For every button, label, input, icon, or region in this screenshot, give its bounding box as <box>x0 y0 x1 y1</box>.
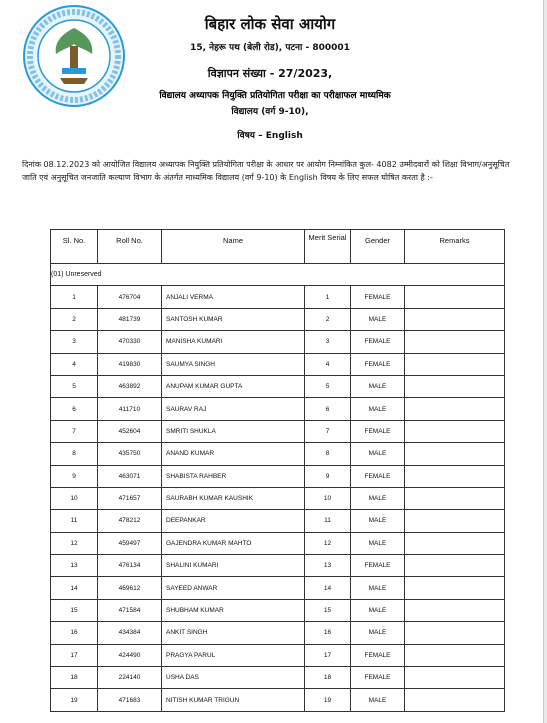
advertisement-number: विज्ञापन संख्या - 27/2023, <box>207 67 333 80</box>
cell-remarks <box>405 420 505 442</box>
column-header-remarks: Remarks <box>405 230 505 264</box>
cell-roll-no: 470330 <box>98 331 162 353</box>
results-table <box>50 229 505 712</box>
cell-gender: MALE <box>351 599 405 621</box>
table-row <box>51 420 505 442</box>
cell-gender: MALE <box>351 532 405 554</box>
column-header-roll-no: Roll No. <box>98 230 162 264</box>
cell-gender: FEMALE <box>351 331 405 353</box>
column-header-gender: Gender <box>351 230 405 264</box>
cell-roll-no: 478212 <box>98 510 162 532</box>
cell-name: PRAGYA PARUL <box>162 644 305 666</box>
cell-merit-serial: 1 <box>305 286 351 308</box>
cell-gender: FEMALE <box>351 667 405 689</box>
cell-gender: MALE <box>351 689 405 711</box>
cell-gender: MALE <box>351 510 405 532</box>
table-row <box>51 487 505 509</box>
table-row <box>51 510 505 532</box>
cell-merit-serial: 14 <box>305 577 351 599</box>
cell-merit-serial: 10 <box>305 487 351 509</box>
cell-remarks <box>405 331 505 353</box>
cell-name: ANKIT SINGH <box>162 622 305 644</box>
org-address: 15, नेहरू पथ (बेली रोड), पटना - 800001 <box>190 43 350 53</box>
table-row <box>51 577 505 599</box>
cell-merit-serial: 15 <box>305 599 351 621</box>
cell-name: DEEPANKAR <box>162 510 305 532</box>
cell-name: ANAND KUMAR <box>162 443 305 465</box>
cell-name: SHALINI KUMARI <box>162 555 305 577</box>
table-row <box>51 599 505 621</box>
cell-merit-serial: 11 <box>305 510 351 532</box>
cell-remarks <box>405 308 505 330</box>
cell-roll-no: 476704 <box>98 286 162 308</box>
cell-name: USHA DAS <box>162 667 305 689</box>
column-header-name: Name <box>162 230 305 264</box>
cell-name: NITISH KUMAR TRIGUN <box>162 689 305 711</box>
cell-sl-no: 15 <box>51 599 98 621</box>
org-name: बिहार लोक सेवा आयोग <box>204 15 336 33</box>
table-row <box>51 465 505 487</box>
cell-name: SAYEED ANWAR <box>162 577 305 599</box>
cell-merit-serial: 4 <box>305 353 351 375</box>
result-title-line1: विद्यालय अध्यापक नियुक्ति प्रतियोगिता परीक्षा का परीक्षाफल माध्यमिक <box>159 91 391 101</box>
cell-roll-no: 419830 <box>98 353 162 375</box>
cell-sl-no: 13 <box>51 555 98 577</box>
cell-roll-no: 224140 <box>98 667 162 689</box>
cell-remarks <box>405 510 505 532</box>
cell-gender: FEMALE <box>351 644 405 666</box>
cell-remarks <box>405 577 505 599</box>
cell-name: SANTOSH KUMAR <box>162 308 305 330</box>
intro-paragraph: दिनांक 08.12.2023 को आयोजित विद्यालय अध्यापक नियुक्ति प्रतियोगिता परीक्षा के आधार पर आयोग निम्नांकित कुल- 4082 उम्मीदवारों को शिक्षा विभाग/अनुसूचित जाति एवं अनुसूचित जनजाति कल्याण विभाग के अंतर्गत माध्यमिक विद्यालय (वर्ग 9-10) के English विषय के लिए सफल घोषित करता है :- <box>22 160 510 182</box>
cell-remarks <box>405 286 505 308</box>
category-label: (01) Unreserved <box>51 264 505 286</box>
cell-remarks <box>405 622 505 644</box>
cell-merit-serial: 7 <box>305 420 351 442</box>
cell-sl-no: 10 <box>51 487 98 509</box>
cell-merit-serial: 18 <box>305 667 351 689</box>
table-row <box>51 667 505 689</box>
cell-sl-no: 19 <box>51 689 98 711</box>
cell-name: MANISHA KUMARI <box>162 331 305 353</box>
cell-roll-no: 469612 <box>98 577 162 599</box>
cell-sl-no: 7 <box>51 420 98 442</box>
cell-sl-no: 16 <box>51 622 98 644</box>
cell-sl-no: 5 <box>51 375 98 397</box>
table-row <box>51 331 505 353</box>
cell-name: SHUBHAM KUMAR <box>162 599 305 621</box>
cell-roll-no: 471657 <box>98 487 162 509</box>
cell-sl-no: 9 <box>51 465 98 487</box>
cell-gender: MALE <box>351 443 405 465</box>
cell-roll-no: 471584 <box>98 599 162 621</box>
cell-remarks <box>405 375 505 397</box>
cell-gender: FEMALE <box>351 420 405 442</box>
cell-merit-serial: 8 <box>305 443 351 465</box>
cell-merit-serial: 9 <box>305 465 351 487</box>
cell-remarks <box>405 465 505 487</box>
cell-gender: FEMALE <box>351 286 405 308</box>
cell-gender: MALE <box>351 308 405 330</box>
cell-roll-no: 435750 <box>98 443 162 465</box>
column-header-sl-no: Sl. No. <box>51 230 98 264</box>
cell-name: ANJALI VERMA <box>162 286 305 308</box>
column-header-merit-serial: Merit Serial <box>305 230 351 264</box>
cell-roll-no: 459497 <box>98 532 162 554</box>
result-title-line2: विद्यालय (वर्ग 9-10), <box>231 107 309 117</box>
cell-roll-no: 452604 <box>98 420 162 442</box>
cell-roll-no: 434384 <box>98 622 162 644</box>
cell-gender: MALE <box>351 622 405 644</box>
cell-name: ANUPAM KUMAR GUPTA <box>162 375 305 397</box>
cell-name: SHABISTA RAHBER <box>162 465 305 487</box>
cell-sl-no: 2 <box>51 308 98 330</box>
table-row <box>51 353 505 375</box>
cell-remarks <box>405 353 505 375</box>
cell-sl-no: 8 <box>51 443 98 465</box>
cell-roll-no: 481739 <box>98 308 162 330</box>
cell-gender: FEMALE <box>351 555 405 577</box>
table-header-row <box>51 230 505 264</box>
cell-sl-no: 12 <box>51 532 98 554</box>
cell-roll-no: 463071 <box>98 465 162 487</box>
table-row <box>51 622 505 644</box>
cell-sl-no: 14 <box>51 577 98 599</box>
cell-roll-no: 411710 <box>98 398 162 420</box>
cell-sl-no: 4 <box>51 353 98 375</box>
table-row <box>51 532 505 554</box>
cell-remarks <box>405 689 505 711</box>
cell-roll-no: 424490 <box>98 644 162 666</box>
cell-remarks <box>405 443 505 465</box>
subject-heading: विषय – English <box>237 131 303 141</box>
cell-merit-serial: 3 <box>305 331 351 353</box>
cell-merit-serial: 17 <box>305 644 351 666</box>
cell-remarks <box>405 644 505 666</box>
cell-merit-serial: 19 <box>305 689 351 711</box>
cell-merit-serial: 16 <box>305 622 351 644</box>
cell-gender: FEMALE <box>351 465 405 487</box>
cell-remarks <box>405 398 505 420</box>
table-row <box>51 644 505 666</box>
table-row <box>51 443 505 465</box>
cell-remarks <box>405 599 505 621</box>
cell-merit-serial: 13 <box>305 555 351 577</box>
cell-sl-no: 3 <box>51 331 98 353</box>
cell-gender: MALE <box>351 577 405 599</box>
cell-remarks <box>405 532 505 554</box>
cell-roll-no: 476134 <box>98 555 162 577</box>
table-row <box>51 689 505 711</box>
table-row <box>51 308 505 330</box>
cell-merit-serial: 6 <box>305 398 351 420</box>
cell-gender: MALE <box>351 487 405 509</box>
cell-sl-no: 18 <box>51 667 98 689</box>
cell-remarks <box>405 487 505 509</box>
cell-name: SAURAV RAJ <box>162 398 305 420</box>
cell-gender: FEMALE <box>351 353 405 375</box>
cell-merit-serial: 12 <box>305 532 351 554</box>
cell-gender: MALE <box>351 375 405 397</box>
cell-merit-serial: 5 <box>305 375 351 397</box>
cell-name: GAJENDRA KUMAR MAHTO <box>162 532 305 554</box>
table-row <box>51 375 505 397</box>
table-row <box>51 398 505 420</box>
cell-gender: MALE <box>351 398 405 420</box>
cell-remarks <box>405 667 505 689</box>
table-row <box>51 286 505 308</box>
cell-roll-no: 471683 <box>98 689 162 711</box>
table-row <box>51 555 505 577</box>
cell-remarks <box>405 555 505 577</box>
cell-name: SAURABH KUMAR KAUSHIK <box>162 487 305 509</box>
cell-sl-no: 17 <box>51 644 98 666</box>
cell-name: SAUMYA SINGH <box>162 353 305 375</box>
cell-roll-no: 463892 <box>98 375 162 397</box>
cell-name: SMRITI SHUKLA <box>162 420 305 442</box>
cell-merit-serial: 2 <box>305 308 351 330</box>
cell-sl-no: 6 <box>51 398 98 420</box>
cell-sl-no: 1 <box>51 286 98 308</box>
cell-sl-no: 11 <box>51 510 98 532</box>
category-section-row <box>51 264 505 286</box>
